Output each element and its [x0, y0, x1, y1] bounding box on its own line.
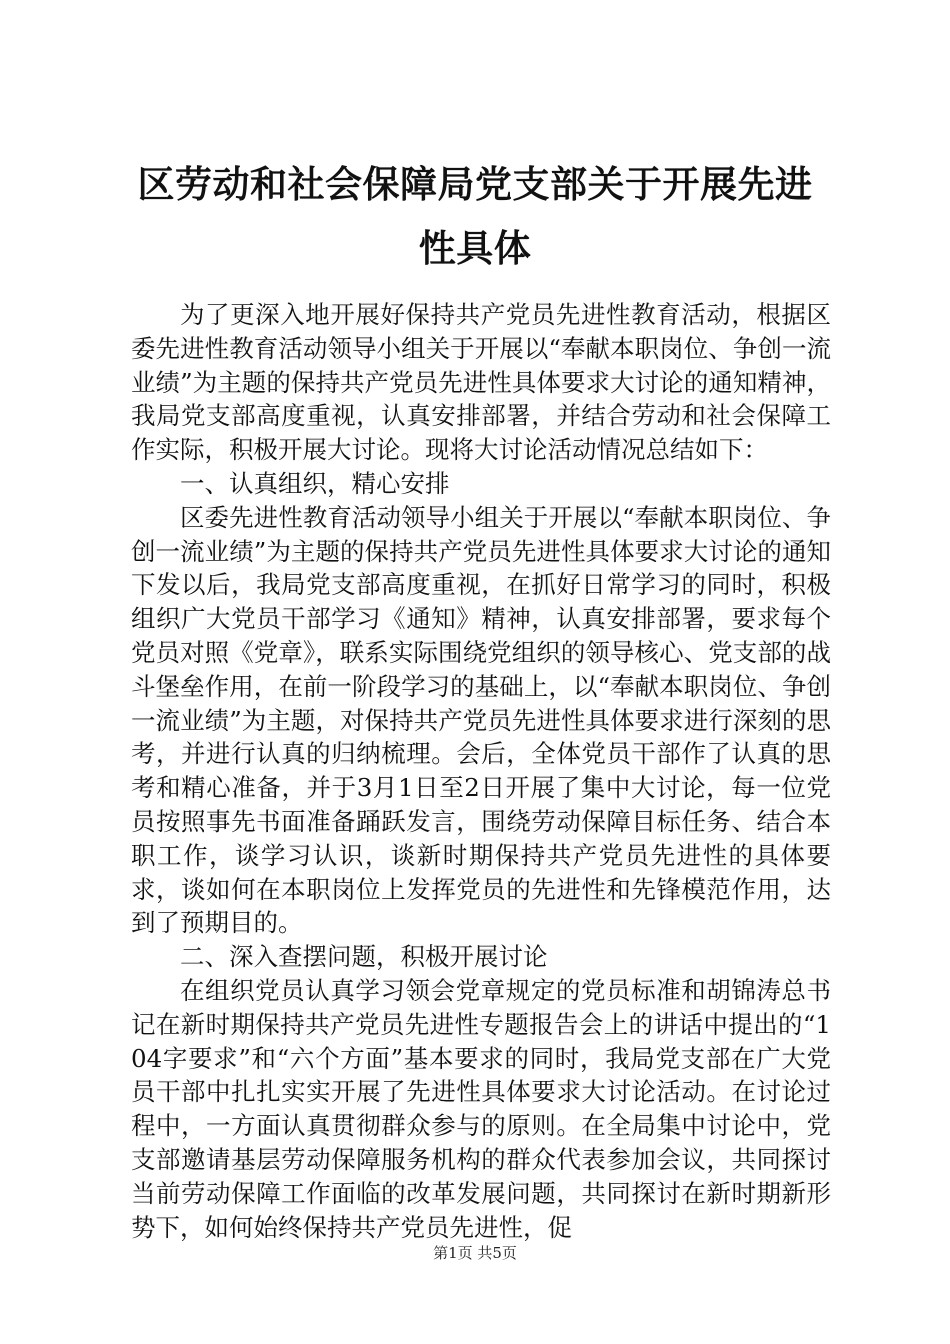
paragraph-section-2: 在组织党员认真学习领会党章规定的党员标准和胡锦涛总书记在新时期保持共产党员先进性专题报告会上的讲话中提出的“104字要求”和“六个方面”基本要求的同时，我局党支部在广大党员干部中扎扎实实开展了先进性具体要求大讨论活动。在讨论过程中，一方面认真贯彻群众参与的原则。在全局集中讨论中，党支部邀请基层劳动保障服务机构的群众代表参加会议，共同探讨当前劳动保障工作面临的改革发展问题，共同探讨在新时期新形势下，如何始终保持共产党员先进性，促: [131, 975, 831, 1242]
section-heading-2: 二、深入查摆问题，积极开展讨论: [180, 942, 548, 972]
paragraph-intro: 为了更深入地开展好保持共产党员先进性教育活动，根据区委先进性教育活动领导小组关于开展以“奉献本职岗位、争创一流业绩”为主题的保持共产党员先进性具体要求大讨论的通知精神，我局党支部高度重视，认真安排部署，并结合劳动和社会保障工作实际，积极开展大讨论。现将大讨论活动情况总结如下：: [131, 300, 831, 465]
paragraph-section-1: 区委先进性教育活动领导小组关于开展以“奉献本职岗位、争创一流业绩”为主题的保持共产党员先进性具体要求大讨论的通知下发以后，我局党支部高度重视，在抓好日常学习的同时，积极组织广大党员干部学习《通知》精神，认真安排部署，要求每个党员对照《党章》，联系实际围绕党组织的领导核心、党支部的战斗堡垒作用，在前一阶段学习的基础上，以“奉献本职岗位、争创一流业绩”为主题，对保持共产党员先进性具体要求进行深刻的思考，并进行认真的归纳梳理。会后，全体党员干部作了认真的思考和精心准备，并于3月1日至2日开展了集中大讨论，每一位党员按照事先书面准备踊跃发言，围绕劳动保障目标任务、结合本职工作，谈学习认识，谈新时期保持共产党员先进性的具体要求，谈如何在本职岗位上发挥党员的先进性和先锋模范作用，达到了预期目的。: [131, 502, 831, 938]
document-title: 区劳动和社会保障局党支部关于开展先进性具体: [137, 162, 813, 270]
section-heading-1: 一、认真组织，精心安排: [180, 468, 450, 498]
page-footer: 第1页 共5页: [433, 1244, 517, 1262]
document-body: [131, 298, 831, 1244]
